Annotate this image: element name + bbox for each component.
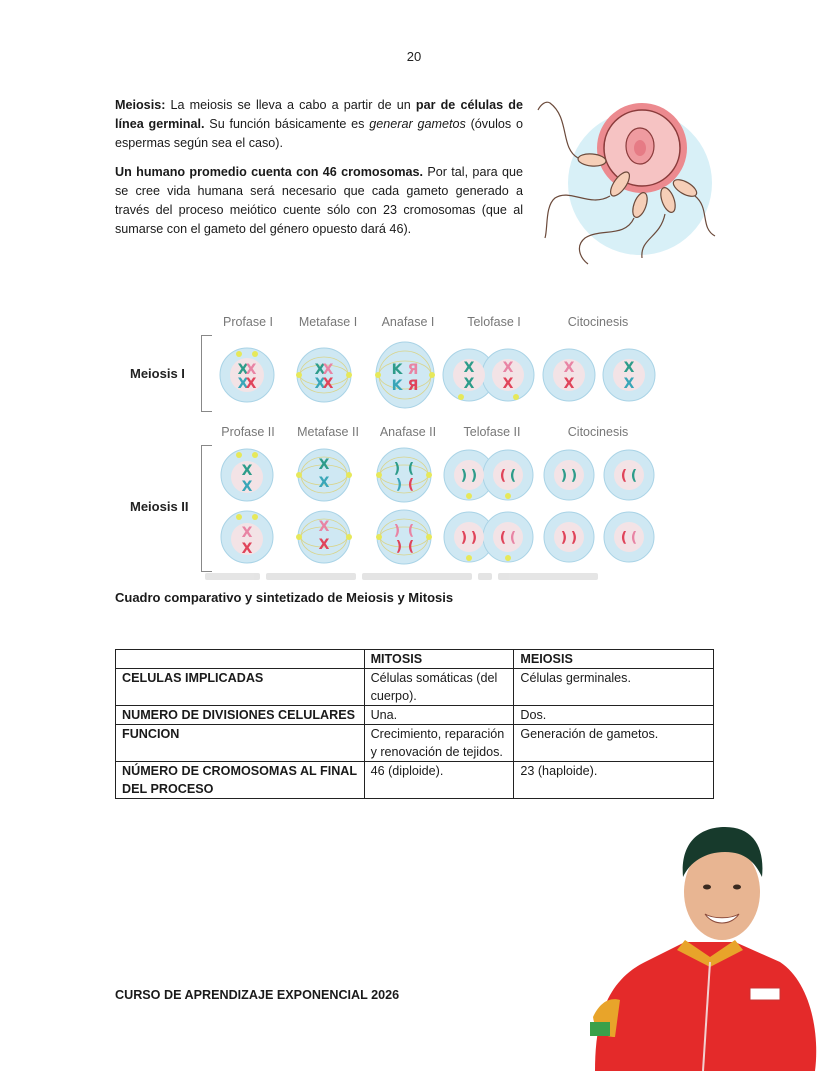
svg-text:X: X <box>241 541 253 557</box>
table-row <box>116 762 714 799</box>
svg-text:): ) <box>395 539 403 555</box>
table-cell: NÚMERO DE CROMOSOMAS AL FINAL DEL PROCESO <box>116 762 365 799</box>
row-label-meiosis-1: Meiosis I <box>130 366 185 381</box>
svg-text:X: X <box>318 537 330 553</box>
text: (óvulos o espermas según sea el caso). <box>115 117 524 150</box>
svg-text:): ) <box>560 468 568 484</box>
svg-text:X: X <box>322 376 334 392</box>
text: Su función básicamente es <box>204 117 370 131</box>
section-title: Cuadro comparativo y sintetizado de Meiosis y Mitosis <box>115 590 454 605</box>
svg-text:): ) <box>470 468 478 484</box>
svg-text:K: K <box>391 362 403 378</box>
footer-course-title: CURSO DE APRENDIZAJE EXPONENCIAL 2026 <box>115 988 400 1002</box>
svg-text:X: X <box>623 360 635 376</box>
page-number: 20 <box>406 49 422 64</box>
svg-text:X: X <box>245 362 257 378</box>
watermark <box>205 573 625 583</box>
svg-text:X: X <box>318 475 330 491</box>
table-row <box>116 706 714 725</box>
svg-text:X: X <box>623 376 635 392</box>
table-cell: Dos. <box>514 706 714 725</box>
phase-label: Citocinesis <box>567 425 629 439</box>
svg-text:(: ( <box>407 523 415 539</box>
svg-text:X: X <box>502 376 514 392</box>
table-cell: Generación de gametos. <box>514 725 714 762</box>
table-cell: FUNCION <box>116 725 365 762</box>
phase-label: Profase II <box>221 425 275 439</box>
svg-text:K: K <box>391 378 403 394</box>
table-header-cell <box>116 650 365 669</box>
term-meiosis: Meiosis: <box>115 98 166 112</box>
svg-text:): ) <box>393 461 401 477</box>
svg-text:(: ( <box>499 530 507 546</box>
svg-text:(: ( <box>620 530 628 546</box>
svg-text:(: ( <box>407 461 415 477</box>
svg-text:(: ( <box>630 468 638 484</box>
phase-label: Metafase I <box>298 315 358 329</box>
meiosis-1-cells <box>215 340 675 415</box>
phase-label: Anafase II <box>379 425 437 439</box>
bracket-meiosis-2 <box>201 445 212 572</box>
row-label-meiosis-2: Meiosis II <box>130 499 189 514</box>
svg-text:X: X <box>237 376 249 392</box>
svg-text:X: X <box>502 360 514 376</box>
svg-text:(: ( <box>407 477 415 493</box>
chromosome-paragraph <box>115 163 523 239</box>
svg-text:X: X <box>318 519 330 535</box>
phase-label: Citocinesis <box>567 315 629 329</box>
text: La meiosis se lleva a cabo a partir de un <box>165 98 416 112</box>
phase-label: Anafase I <box>381 315 435 329</box>
svg-text:X: X <box>237 362 249 378</box>
svg-text:X: X <box>245 376 257 392</box>
svg-text:(: ( <box>407 539 415 555</box>
svg-text:(: ( <box>509 530 517 546</box>
table-cell: NUMERO DE DIVISIONES CELULARES <box>116 706 365 725</box>
table-cell: CELULAS IMPLICADAS <box>116 669 365 706</box>
phase-label: Profase I <box>222 315 274 329</box>
table-header-row <box>116 650 714 669</box>
bracket-meiosis-1 <box>201 335 212 412</box>
svg-text:(: ( <box>499 468 507 484</box>
table-row <box>116 669 714 706</box>
svg-text:): ) <box>570 530 578 546</box>
svg-text:(: ( <box>509 468 517 484</box>
svg-text:): ) <box>470 530 478 546</box>
svg-text:X: X <box>463 376 475 392</box>
table-cell: 23 (haploide). <box>514 762 714 799</box>
table-cell: Crecimiento, reparación y renovación de tejidos. <box>364 725 514 762</box>
table-cell: Células germinales. <box>514 669 714 706</box>
svg-text:X: X <box>563 376 575 392</box>
table-cell: Células somáticas (del cuerpo). <box>364 669 514 706</box>
svg-text:X: X <box>314 362 326 378</box>
table-cell: 46 (diploide). <box>364 762 514 799</box>
svg-text:): ) <box>395 477 403 493</box>
phase-label: Telofase II <box>463 425 521 439</box>
svg-text:X: X <box>314 376 326 392</box>
meiosis-2-cells <box>215 445 675 570</box>
student-photo <box>585 822 828 1071</box>
italic-text: generar gametos <box>369 117 466 131</box>
comparison-table <box>115 649 714 799</box>
svg-text:X: X <box>241 479 253 495</box>
svg-text:): ) <box>460 530 468 546</box>
svg-text:): ) <box>560 530 568 546</box>
svg-text:): ) <box>460 468 468 484</box>
table-cell: Una. <box>364 706 514 725</box>
svg-text:(: ( <box>630 530 638 546</box>
svg-text:): ) <box>570 468 578 484</box>
meiosis-definition <box>115 96 523 153</box>
egg-sperm-illustration <box>530 88 720 266</box>
meiosis-diagram <box>115 305 675 575</box>
svg-text:(: ( <box>620 468 628 484</box>
table-header-cell: MEIOSIS <box>514 650 714 669</box>
text: Por tal, para que se cree vida humana será necesario que cada gameto generado a través del proceso meiótico cuente sólo con 23 cromosomas (que al sumarse con el gameto del género opuesto dará 46). <box>115 165 523 236</box>
svg-text:X: X <box>322 362 334 378</box>
svg-text:X: X <box>463 360 475 376</box>
table-row <box>116 725 714 762</box>
table-header-cell: MITOSIS <box>364 650 514 669</box>
svg-text:X: X <box>563 360 575 376</box>
svg-text:Я: Я <box>407 362 419 378</box>
bold-text: Un humano promedio cuenta con 46 cromosomas. <box>115 165 424 179</box>
svg-text:X: X <box>241 463 253 479</box>
svg-text:X: X <box>318 457 330 473</box>
phase-label: Metafase II <box>297 425 359 439</box>
svg-text:): ) <box>393 523 401 539</box>
bold-text: par de células de línea germinal. <box>115 98 523 131</box>
svg-text:X: X <box>241 525 253 541</box>
intro-text <box>115 96 523 249</box>
phase-label: Telofase I <box>467 315 521 329</box>
svg-text:Я: Я <box>407 378 419 394</box>
